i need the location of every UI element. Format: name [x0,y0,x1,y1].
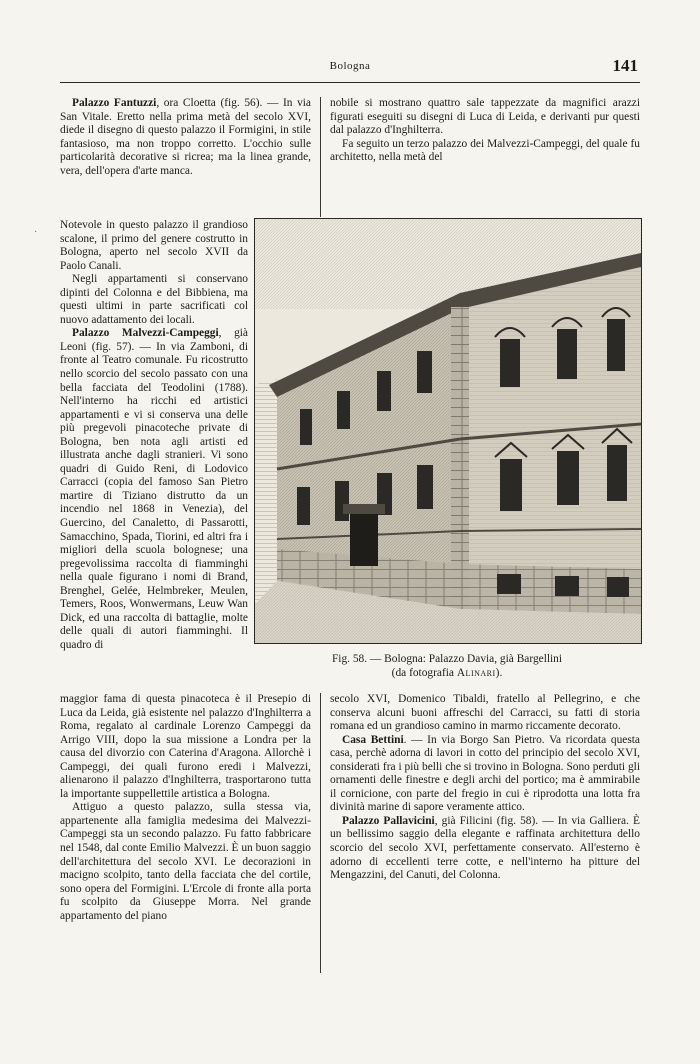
column-rule-top [320,97,321,217]
paragraph-appartamenti: Negli appartamenti si conservano dipinti del Colonna e del Bibbiena, ma questi ultimi in parte sacrificati col nuovo adattamento dei locali. [60,273,248,326]
paragraph-palazzo-pallavicini [330,815,640,883]
paragraph-secondo-palazzo: Attiguo a questo palazzo, sulla stessa via, appartenente alla famiglia medesima dei Malvezzi-Campeggi sta un secondo palazzo. Fu fatto fabbricare nel 1548, dal conte Emilio Malvezzi. È un buon saggio dell'architettura del secolo XVI. Le decorazioni in macigno scolpito, tanto della facciata che del cortile, sono opera del Formigini. L'Ercole di fronte alla porta fu scolpito da Giuseppe Morra. Nel grande appartamento del piano [60,801,311,922]
header-title: Bologna [329,60,371,72]
paragraph-terzo-palazzo: Fa seguito un terzo palazzo dei Malvezzi-Campeggi, del quale fu architetto, nella metà del [330,137,640,164]
photo-credit: Alinari [456,666,496,679]
left-column-narrow [60,219,248,653]
right-column-top [330,97,640,165]
entry-heading: Palazzo Pallavicini [342,814,435,827]
entry-text: , già Leoni (fig. 57). — In via Zamboni, di fronte al Teatro comunale. Fu ricostrutto nello scorcio del secolo passato con una bella facciata del Teodolini (1788). Nell'interno ha ricchi ed artistici appartamenti e vi si conserva una delle più pregevoli pinacoteche private di Bologna, ben nota agli artisti ed illustrata anche dagli stranieri. Vi sono quadri di Guido Reni, di Lodovico Carracci (copia del famoso San Pietro martire di Tiziano distrutto da un incendio nel 1868 in Venezia), del Guercino, del Canaletto, di Passarotti, Samacchino, Spada, Tiorini, ed altri fra i migliori della scuola bolognese; una pregevolissima raccolta di fiamminghi nella quale figurano i nomi di Brand, Brenghel, Gelée, Helmbreker, Meulen, Temers, Roos, Wonwermans, Leuw Wan Dick, ed una raccolta di battaglie, molte delle quali di autori fiamminghi. Il quadro di [60,327,248,651]
paragraph-arazzi: nobile si mostrano quattro sale tappezzate da magnifici arazzi figurati eseguiti su disegni di Luca di Leida, e derivanti pur questi dal palazzo d'Inghilterra. [330,97,640,137]
figure-palazzo-davia [254,218,642,644]
left-column-bottom [60,693,311,923]
entry-text: , ora Cloetta (fig. 56). — In via San Vitale. Eretto nella prima metà del secolo XVI, diede il disegno di questo palazzo il Formigini, in stile fantasioso, ma non troppo corretto. L'occhio sulle particolarità decorative si ricrea; ma la linea grande, vera, dell'opera d'arte manca. [60,97,311,177]
paragraph-presepio: maggior fama di questa pinacoteca è il Presepio di Luca da Leida, già esistente nel palazzo d'Inghilterra a Roma, regalato al cardinale Lorenzo Campeggi da Arrigo VIII, dopo la sua missione a Londra per la causa del divorzio con Caterina d'Aragona. Allorchè i Campeggi, dei quali furono eredi i Malvezzi, alienarono il palazzo d'Inghilterra, trasportarono tutta la importante suppellettile artistica a Bologna. [60,693,311,800]
paragraph-palazzo-fantuzzi [60,97,311,178]
paragraph-scalone: Notevole in questo palazzo il grandioso scalone, il primo del genere costrutto in Bologna, aperto nel secolo XVII da Paolo Canali. [60,219,248,272]
caption-line-2 [254,667,640,681]
paragraph-palazzo-malvezzi [60,327,248,652]
figure-caption [254,653,640,680]
entry-heading: Palazzo Fantuzzi [72,97,157,109]
paragraph-casa-bettini [330,734,640,815]
entry-heading: Casa Bettini [342,733,404,746]
page-number: 141 [612,56,638,75]
caption-source-suffix: ). [495,666,503,679]
entry-text: . — In via Borgo San Pietro. Va ricordata questa casa, perchè adorna di lavori in cotto del principio del secolo XVI, considerati fra i più belli che si trovino in Bologna. Sono perduti gli ornamenti delle finestre e degli archi del portico; ma è ammirabile il cornicione, con parte del fregio in cui è riprodotta una lotta fra divinità marine di sapore veramente attico. [330,733,640,814]
column-rule-bottom [320,693,321,973]
caption-source-prefix: (da fotografia [391,666,457,679]
left-column-top [60,97,311,178]
running-header [60,58,640,83]
entry-heading: Palazzo Malvezzi-Campeggi [72,327,219,340]
right-column-bottom [330,693,640,883]
entry-text: , già Filicini (fig. 58). — In via Galliera. È un bellissimo saggio della elegante e raffinata architettura dello scorcio del secolo XVI, perfettamente conservato. All'esterno è adorno di eccellenti terre cotte, e nell'interno ha pitture del Mengazzini, del Canuti, del Colonna. [330,814,640,882]
palazzo-engraving [255,219,641,643]
margin-mark: · [34,227,38,238]
paragraph-tibaldi: secolo XVI, Domenico Tibaldi, fratello al Pellegrino, e che conserva alcuni buoni affreschi del Carracci, su fatti di storia romana ed un grandioso camino in marmo riccamente decorato. [330,693,640,733]
caption-line-1: Fig. 58. — Bologna: Palazzo Davia, già Bargellini [331,653,563,665]
